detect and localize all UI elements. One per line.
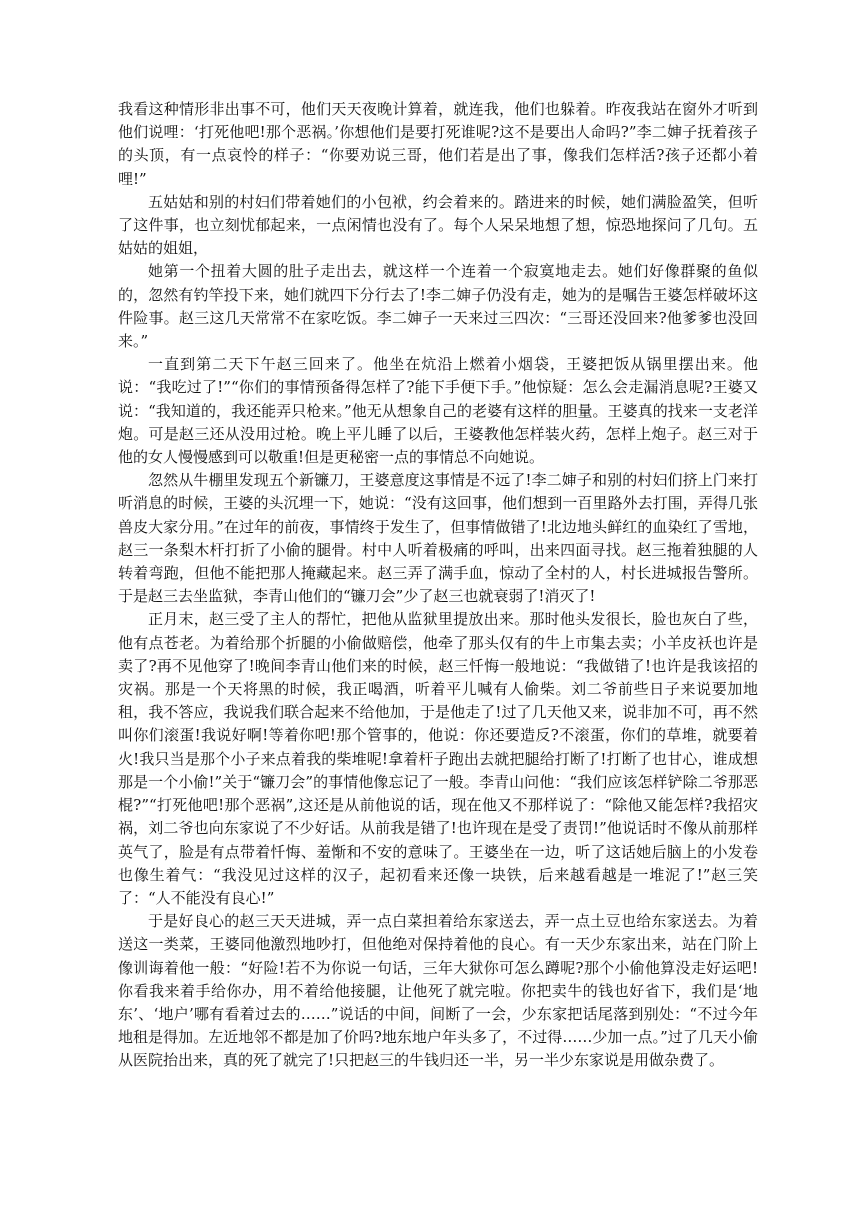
paragraph-4: 一直到第二天下午赵三回来了。他坐在炕沿上燃着小烟袋，王婆把饭从锅里摆出来。他说：“我吃过了!”“你们的事情预备得怎样了?能下手便下手。”他惊疑：怎么会走漏消息呢?王婆又说：“我知道的，我还能弄只枪来。”他无从想象自己的老婆有这样的胆量。王婆真的找来一支老洋炮。可是赵三还从没用过枪。晚上平儿睡了以后，王婆教他怎样装火药，怎样上炮子。赵三对于他的女人慢慢感到可以敬重!但是更秘密一点的事情总不向她说。	[118, 355, 758, 467]
article-body	[118, 98, 758, 1073]
paragraph-5: 忽然从牛棚里发现五个新镰刀，王婆意度这事情是不远了!李二婶子和别的村妇们挤上门来打听消息的时候，王婆的头沉埋一下，她说：“没有这回事，他们想到一百里路外去打围，弄得几张兽皮大家分用。”在过年的前夜，事情终于发生了，但事情做错了!北边地头鲜红的血染红了雪地，赵三一条梨木杆打折了小偷的腿骨。村中人听着极痛的呼叫，出来四面寻找。赵三拖着独腿的人转着弯跑，但他不能把那人掩藏起来。赵三弄了满手血，惊动了全村的人，村长进城报告警所。于是赵三去坐监狱，李青山他们的“镰刀会”少了赵三也就衰弱了!消灭了!	[118, 471, 758, 606]
paragraph-1: 我看这种情形非出事不可，他们天天夜晚计算着，就连我，他们也躲着。昨夜我站在窗外才听到他们说哩：‘打死他吧!那个恶祸。’你想他们是要打死谁呢?这不是要出人命吗?”李二婶子抚着孩子的头顶，有一点哀怜的样子：“你要劝说三哥，他们若是出了事，像我们怎样活?孩子还都小着哩!”	[118, 100, 758, 188]
paragraph-6: 正月末，赵三受了主人的帮忙，把他从监狱里提放出来。那时他头发很长，脸也灰白了些，他有点苍老。为着给那个折腿的小偷做赔偿，他牵了那头仅有的牛上市集去卖；小羊皮袄也许是卖了?再不见他穿了!晚间李青山他们来的时候，赵三忏悔一般地说：“我做错了!也许是我该招的灾祸。那是一个天将黑的时候，我正喝酒，听着平儿喊有人偷柴。刘二爷前些日子来说要加地租，我不答应，我说我们联合起来不给他加，于是他走了!过了几天他又来，说非加不可，再不然叫你们滚蛋!我说好啊!等着你吧!那个管事的，他说：你还要造反?不滚蛋，你们的草堆，就要着火!我只当是那个小子来点着我的柴堆呢!拿着杆子跑出去就把腿给打断了!打断了也甘心，谁成想那是一个小偷!”关于“镰刀会”的事情他像忘记了一般。李青山问他：“我们应该怎样铲除二爷那恶棍?”“打死他吧!那个恶祸”,这还是从前他说的话，现在他又不那样说了：“除他又能怎样?我招灾祸，刘二爷也向东家说了不少好话。从前我是错了!也许现在是受了责罚!”他说话时不像从前那样英气了，脸是有点带着忏悔、羞惭和不安的意味了。王婆坐在一边，听了这话她后脑上的小发卷也像生着气：“我没见过这样的汉子，起初看来还像一块铁，后来越看越是一堆泥了!”赵三笑了：“人不能没有良心!”	[118, 610, 758, 907]
paragraph-7: 于是好良心的赵三天天进城，弄一点白菜担着给东家送去，弄一点土豆也给东家送去。为着送这一类菜，王婆同他激烈地吵打，但他绝对保持着他的良心。有一天少东家出来，站在门阶上像训诲着他一般：“好险!若不为你说一句话，三年大狱你可怎么蹲呢?那个小偷他算没走好运吧!你看我来着手给你办，用不着给他接腿，让他死了就完啦。你把卖牛的钱也好省下，我们是‘地东’、‘地户’哪有看着过去的……”说话的中间，间断了一会，少东家把话尾落到别处：“不过今年地租是得加。左近地邻不都是加了价吗?地东地户年头多了，不过得……少加一点。”过了几天小偷从医院抬出来，真的死了就完了!只把赵三的牛钱归还一半，另一半少东家说是用做杂费了。	[118, 912, 758, 1070]
paragraph-2: 五姑姑和别的村妇们带着她们的小包袱，约会着来的。踏进来的时候，她们满脸盈笑，但听了这件事，也立刻忧郁起来，一点闲情也没有了。每个人呆呆地想了想，惊恐地探问了几句。五姑姑的姐姐，	[118, 192, 758, 258]
paragraph-3: 她第一个扭着大圆的肚子走出去，就这样一个连着一个寂寞地走去。她们好像群聚的鱼似的，忽然有钓竿投下来，她们就四下分行去了!李二婶子仍没有走，她为的是嘱告王婆怎样破坏这件险事。赵三这几天常常不在家吃饭。李二婶子一天来过三四次：“三哥还没回来?他爹爹也没回来。”	[118, 262, 758, 351]
